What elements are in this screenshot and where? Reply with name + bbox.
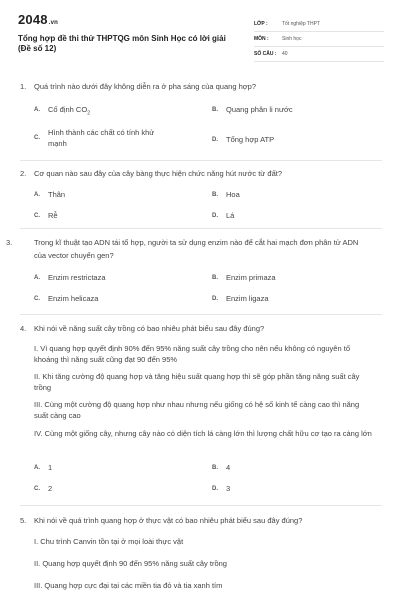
option-d[interactable] [212, 134, 356, 146]
option-c[interactable] [34, 483, 178, 495]
question-text: 5. Khi nói về quá trình quang hợp ở thực vật có bao nhiêu phát biểu sau đây đúng? [20, 516, 303, 525]
option-letter: A. [34, 192, 40, 198]
question-text: 4. Khi nói về năng suất cây trồng có bao nhiêu phát biểu sau đây đúng? [20, 324, 265, 333]
question-text: 1. Quá trình nào dưới đây không diễn ra ở pha sáng của quang hợp? [20, 82, 257, 91]
option-letter: A. [34, 107, 40, 113]
meta-row-question-count [254, 47, 384, 62]
option-c[interactable] [34, 210, 178, 222]
question-text: 3. Trong kĩ thuật tạo ADN tái tổ hợp, người ta sử dụng enzim nào để cắt hai mạch đơn phân tử ADN của vector chuyển gen? [6, 238, 359, 260]
divider [20, 228, 382, 229]
option-letter: C. [34, 296, 40, 302]
meta-value: Tốt nghiệp THPT [282, 21, 320, 27]
option-d[interactable] [212, 483, 356, 495]
option-text: 2 [48, 484, 53, 493]
option-text: Enzim restrictaza [48, 273, 106, 282]
option-text: Enzim ligaza [226, 294, 269, 303]
option-c[interactable] [34, 293, 178, 305]
question-2 [20, 167, 382, 227]
option-letter: D. [212, 213, 218, 219]
option-letter: B. [212, 465, 218, 471]
meta-label: LỚP : [254, 21, 268, 27]
meta-row-subject [254, 32, 384, 47]
meta-value: Sinh học [282, 36, 302, 42]
meta-value: 40 [282, 51, 288, 57]
question-4 [20, 322, 382, 507]
option-text: 1 [48, 463, 53, 472]
option-text: Lá [226, 211, 235, 220]
statement-1: I. Vì quang hợp quyết định 90% đến 95% năng suất cây trồng cho nên nếu không có nguyên tố khoáng thì năng suất cũng đạt 90 đến 95% [34, 344, 350, 364]
option-letter: B. [212, 107, 218, 113]
statement-3: III. Quang hợp cực đại tại các miền tia đỏ và tia xanh tím [34, 581, 223, 590]
option-letter: D. [212, 137, 218, 143]
option-letter: A. [34, 465, 40, 471]
question-3 [6, 236, 382, 312]
meta-row-class [254, 17, 384, 32]
option-b[interactable] [212, 189, 356, 201]
option-text: Enzim primaza [226, 273, 276, 282]
option-text: Thân [48, 190, 66, 199]
option-c[interactable] [34, 127, 168, 149]
document-title: Tổng hợp đề thi thử THPTQG môn Sinh Học có lời giải (Đề số 12) [18, 34, 226, 53]
option-letter: C. [34, 213, 40, 219]
question-1 [20, 80, 382, 180]
option-text: Cố định $CO_2$ [48, 105, 90, 117]
option-text: 3 [226, 484, 231, 493]
option-text: Enzim helicaza [48, 294, 99, 303]
option-letter: A. [34, 275, 40, 281]
question-text: 2. Cơ quan nào sau đây của cây bàng thực hiện chức năng hút nước từ đất? [20, 169, 282, 178]
meta-label: MÔN : [254, 36, 269, 42]
option-d[interactable] [212, 210, 356, 222]
statement-4: IV. Cùng một giống cây, nhưng cây nào có diện tích lá càng lớn thì lượng chất hữu cơ tạo ra càng lớn [34, 429, 372, 438]
option-text: Tổng hợp ATP [226, 135, 275, 144]
statement-1: I. Chu trình Canvin tồn tại ở mọi loài thực vật [34, 537, 184, 546]
option-b[interactable] [212, 462, 356, 474]
option-a[interactable] [34, 462, 178, 474]
question-5 [20, 514, 382, 600]
option-b[interactable] [212, 272, 356, 284]
option-letter: D. [212, 296, 218, 302]
option-letter: C. [34, 135, 40, 141]
divider [20, 314, 382, 315]
statement-3: III. Cùng một cường độ quang hợp như nhau nhưng nếu giống có hệ số kinh tế càng cao thì năng suất càng cao [34, 400, 360, 420]
option-b[interactable] [212, 104, 356, 116]
option-letter: C. [34, 486, 40, 492]
option-text: 4 [226, 463, 231, 472]
option-a[interactable] [34, 189, 178, 201]
option-text: Rễ [48, 211, 58, 220]
option-text: Hoa [226, 190, 240, 199]
document-header [18, 12, 384, 70]
option-a[interactable] [34, 104, 178, 120]
option-letter: D. [212, 486, 218, 492]
meta-label: SỐ CÂU : [254, 51, 277, 57]
divider [20, 160, 382, 161]
document-meta [254, 17, 384, 62]
option-a[interactable] [34, 272, 178, 284]
statement-2: II. Khi tăng cường độ quang hợp và tăng hiệu suất quang hợp thì sẽ góp phần tăng năng suất cây trồng [34, 372, 360, 392]
divider [20, 505, 382, 506]
option-letter: B. [212, 192, 218, 198]
site-logo[interactable]: 2048.vn [18, 12, 59, 27]
option-text: Quang phân li nước [226, 105, 293, 114]
option-text: Hình thành các chất có tính khử mạnh [48, 128, 155, 148]
option-d[interactable] [212, 293, 356, 305]
statement-2: II. Quang hợp quyết định 90 đến 95% năng suất cây trồng [34, 559, 227, 568]
option-letter: B. [212, 275, 218, 281]
